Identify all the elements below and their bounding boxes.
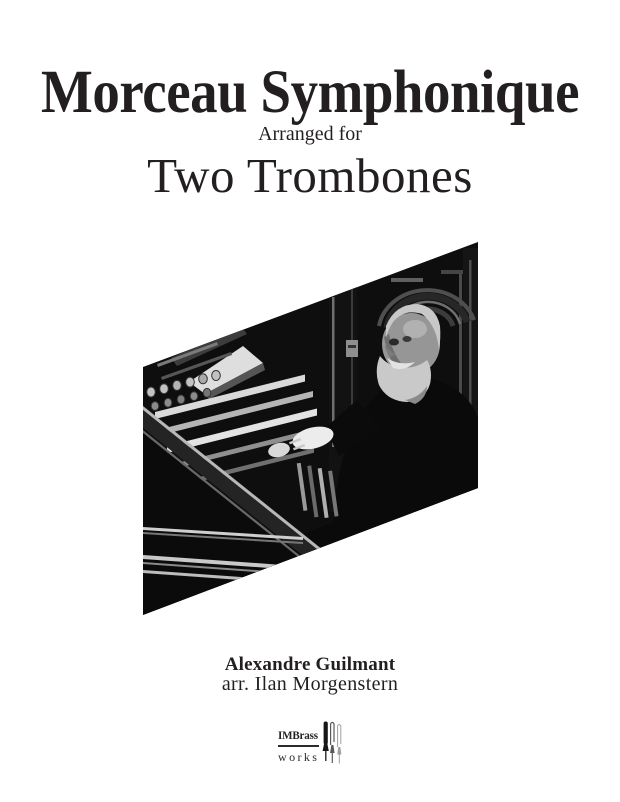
- trombone-glyph-1: [323, 722, 329, 762]
- organist-photo: [143, 242, 478, 615]
- arranger-name: arr. Ilan Morgenstern: [221, 673, 399, 695]
- organist-photo-art: [143, 242, 478, 615]
- publisher-logo: [278, 716, 348, 766]
- three-trombones-icon: [321, 718, 343, 764]
- instrumentation-title: Two Trombones: [147, 148, 473, 203]
- composer-name: Alexandre Guilmant: [224, 654, 396, 675]
- publisher-logo-text: [278, 726, 320, 766]
- piece-title: Morceau Symphonique: [40, 59, 579, 126]
- arranged-for-label: Arranged for: [258, 123, 362, 145]
- logo-divider-rule: [278, 745, 319, 747]
- publisher-name-top: IMBrass: [278, 728, 318, 742]
- trombone-glyph-3: [337, 725, 341, 764]
- publisher-name-bottom: works: [278, 750, 320, 764]
- trombone-glyph-2: [330, 723, 335, 764]
